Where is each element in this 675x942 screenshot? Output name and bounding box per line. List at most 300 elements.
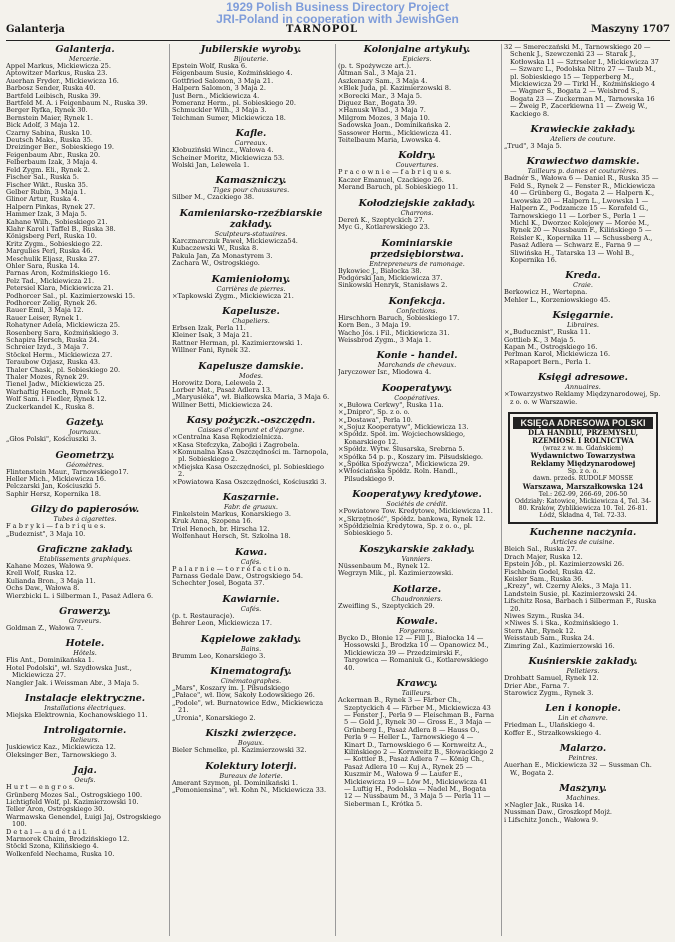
section-title: Koldry. bbox=[398, 150, 436, 162]
directory-section bbox=[504, 656, 662, 697]
directory-entry: Halpern Pinkas, Rynek 27. bbox=[6, 202, 96, 211]
directory-entry: (p. t. Restauracje). bbox=[172, 611, 235, 620]
directory-entry: ×Spółdzielnia Kredytowa, Sp. z o. o., pl. Sobieskiego 5. bbox=[338, 522, 472, 538]
directory-entry: Teller Aron, Ostrogskiego 30. bbox=[6, 805, 105, 814]
column-1 bbox=[6, 44, 164, 936]
column-2 bbox=[172, 44, 330, 936]
advertisement-box bbox=[508, 412, 658, 524]
column-separator bbox=[501, 44, 502, 936]
directory-entry: Berger Ryfka, Rynek 30. bbox=[6, 106, 88, 115]
directory-section bbox=[338, 383, 496, 483]
directory-entry: Gottfried Salomon, 3 Maja 21. bbox=[172, 76, 274, 85]
directory-entry: Wolfenhaut Hersch, St. Szkolna 18. bbox=[172, 532, 291, 541]
section-subtitle: Sociétés de crédit. bbox=[386, 500, 448, 509]
directory-entry: Hammer Izak, 3 Maja 5. bbox=[6, 210, 87, 219]
directory-entry: Nussman Daw., Groszkopf Mojż. bbox=[504, 808, 612, 817]
directory-entry: Podhorcer Zelig, Rynek 26. bbox=[6, 299, 97, 307]
section-title: Kapelusze. bbox=[222, 305, 280, 317]
section-title: Jubilerskie wyroby. bbox=[200, 44, 302, 55]
directory-entry: Bartfeld M. A. i Feigenbaum N., Ruska 39. bbox=[6, 99, 148, 108]
section-title: Kamieniołomy. bbox=[211, 273, 291, 285]
section-title: Kinematografy. bbox=[210, 666, 292, 678]
directory-entry: Petersiel Klara, Mickiewicza 21. bbox=[6, 284, 114, 293]
directory-entry: Feld Zygm. Eli., Rynek 2. bbox=[6, 165, 90, 174]
directory-entry: ×Centralna Kasa Rękodzielnicza. bbox=[172, 433, 284, 442]
directory-section bbox=[338, 296, 496, 345]
section-subtitle: Entrepreneurs de ramonage. bbox=[369, 259, 465, 268]
column-4-bottom bbox=[504, 527, 662, 824]
directory-entry: Kaczer Emanuel, Czackiego 26. bbox=[338, 175, 444, 184]
section-subtitle: Peintres. bbox=[568, 754, 598, 763]
directory-entry: Barbosz Sender, Ruska 40. bbox=[6, 84, 96, 93]
directory-entry: Krell Wolf, Ruska 12. bbox=[6, 569, 77, 578]
directory-entry: ×„Spółka Spożywcza", Mickiewicza 29. bbox=[338, 460, 470, 468]
directory-entry: ×Powiatowa Kasa Oszczędności, Kościuszki 3. bbox=[172, 477, 327, 486]
section-subtitle: Etablissements graphiques. bbox=[39, 554, 131, 563]
section-title: Kawa. bbox=[234, 546, 268, 558]
directory-entry: F a b r y k i — f a b r i q u e s. bbox=[6, 522, 106, 531]
section-subtitle: Fabr. de gruaux. bbox=[224, 503, 278, 511]
directory-section bbox=[504, 527, 662, 650]
directory-section bbox=[338, 678, 496, 808]
section-title: Kaszarnie. bbox=[222, 492, 280, 503]
directory-entry: Rosenberg Sara, Koźmińskiego 3. bbox=[6, 328, 119, 337]
directory-section bbox=[504, 124, 662, 150]
directory-section bbox=[6, 417, 164, 443]
directory-entry: Epstein Wolf, Ruska 6. bbox=[172, 62, 248, 70]
section-title: Kamaszniczy. bbox=[215, 175, 287, 187]
header-city: TARNOPOL bbox=[286, 24, 359, 35]
ad-line: Reklamy Międzynarodowej bbox=[530, 459, 636, 469]
directory-section bbox=[6, 638, 164, 687]
directory-entry: i Lifschitz Jonch., Wałowa 9. bbox=[504, 815, 599, 824]
directory-section bbox=[172, 666, 330, 722]
directory-entry: ×Miejska Kasa Oszczędności, pl. Sobieskiego 2. bbox=[172, 462, 324, 479]
section-subtitle: Journaux. bbox=[69, 428, 101, 437]
directory-entry: Aszkenazy Sam., 3 Maja 4. bbox=[338, 76, 428, 85]
directory-entry: P a l a r n i e — t o r r é f a c t i o n. bbox=[172, 564, 291, 573]
column-separator bbox=[169, 44, 170, 936]
directory-entry: Schechter Josel, Bogata 37. bbox=[172, 579, 265, 588]
directory-section bbox=[172, 306, 330, 355]
directory-section bbox=[504, 743, 662, 777]
directory-entry: Thaler Chask., pl. Sobieskiego 20. bbox=[6, 365, 121, 374]
section-subtitle: Pelletiers. bbox=[566, 667, 600, 676]
directory-entry: Juskiewicz Kaz., Mickiewicza 12. bbox=[6, 743, 116, 752]
directory-entry: ×„Skrzętność", Spółdz. bankowa, Rynek 12. bbox=[338, 514, 486, 523]
directory-entry: Dereń K., Szeptyckich 27. bbox=[338, 215, 425, 224]
directory-entry: Fischer Sal., Ruska 5. bbox=[6, 173, 79, 182]
section-title: Kuśnierskie zakłady. bbox=[528, 656, 638, 668]
directory-entry: Meschulik Eljasz, Ruska 27. bbox=[6, 254, 100, 263]
directory-section bbox=[504, 310, 662, 366]
directory-entry: Bartfeld Leibisch, Ruska 39. bbox=[6, 91, 101, 100]
directory-section bbox=[172, 547, 330, 588]
directory-entry: Deutsch Maks., Ruska 35. bbox=[6, 136, 93, 145]
section-subtitle: Confections. bbox=[396, 306, 438, 315]
section-subtitle: Vanniers. bbox=[401, 554, 433, 563]
section-subtitle: Marchands de chevaux. bbox=[377, 361, 457, 370]
section-title: Kąpielowe zakłady. bbox=[200, 633, 302, 645]
directory-entry: „Pałace", wł. Ilow, Sakoły Łodowskiego 26. bbox=[172, 691, 315, 700]
section-subtitle: Graveurs. bbox=[68, 616, 102, 625]
directory-entry: Milgrom Mozes, 3 Maja 10. bbox=[338, 113, 430, 122]
directory-entry: Kruk Anna, Szopena 16. bbox=[172, 517, 253, 526]
directory-entry: Feigenbaum Abr., Ruska 20. bbox=[6, 150, 101, 159]
directory-entry: Podhorcer Sal., pl. Kazimierzowski 15. bbox=[6, 291, 135, 300]
directory-section bbox=[504, 783, 662, 824]
directory-entry: Parnass Gedale Daw., Ostrogskiego 54. bbox=[172, 572, 304, 581]
directory-entry: Drohbatt Samuel, Rynek 12. bbox=[504, 674, 599, 683]
section-subtitle: Boyaux. bbox=[237, 739, 265, 748]
directory-entry: Epstein Jób., pl. Kazimierzowski 26. bbox=[504, 560, 625, 569]
section-subtitle: Charrons. bbox=[400, 208, 434, 217]
directory-entry: Marmorek Chaim, Brodzińskiego 12. bbox=[6, 835, 130, 844]
ad-line: dawn. przeds. RUDOLF MOSSE bbox=[532, 475, 634, 483]
directory-section bbox=[338, 238, 496, 290]
directory-entry: ×„Buducznist", Ruska 11. bbox=[504, 328, 591, 337]
section-subtitle: Cinématographes. bbox=[220, 677, 282, 686]
directory-section bbox=[172, 274, 330, 300]
watermark bbox=[0, 1, 675, 25]
directory-entry: ×Nagler Jak., Ruska 14. bbox=[504, 800, 585, 809]
directory-entry: Rattner Herman, pl. Kazimierzowski 1. bbox=[172, 338, 303, 347]
directory-section bbox=[172, 415, 330, 486]
directory-entry: Saphir Hersz, Kopernika 18. bbox=[6, 489, 101, 498]
section-title: Grawerzy. bbox=[59, 605, 111, 617]
directory-entry: Kapan M., Ostrogskiego 16. bbox=[504, 342, 598, 351]
directory-section bbox=[504, 372, 662, 406]
directory-entry: Koffer E., Strzałkowskiego 4. bbox=[504, 728, 602, 737]
section-title: Kapelusze damskie. bbox=[198, 360, 304, 372]
directory-entry: ×Komunalna Kasa Oszczędności m. Tarnopola, pl. Sobieskiego 2. bbox=[172, 447, 329, 464]
section-title: Hotele. bbox=[65, 638, 105, 650]
directory-entry: Warmawska Genendel, Łuigi Jaj, Ostrogskiego 100. bbox=[6, 812, 161, 829]
directory-entry: Czarny Sabina, Ruska 10. bbox=[6, 128, 92, 137]
section-subtitle: Tiges pour chaussures. bbox=[212, 186, 290, 195]
section-subtitle: Libraires. bbox=[567, 321, 599, 330]
directory-entry: Lichtigfeld Wolf, pl. Kazimierzowski 10. bbox=[6, 798, 139, 807]
directory-entry: Felberbaum Izak, 3 Maja 4. bbox=[6, 158, 98, 167]
column-4 bbox=[504, 44, 662, 936]
directory-entry: Oleksinger Ber., Tarnowskiego 3. bbox=[6, 750, 117, 759]
directory-entry: Fischbein Godel, Ruska 42. bbox=[504, 567, 596, 576]
section-subtitle: Tailleurs. bbox=[401, 689, 433, 698]
directory-entry: ×Hanusk Wład., 3 Maja 7. bbox=[338, 106, 426, 115]
directory-entry: Willner Betti, Mickiewicza 24. bbox=[172, 400, 273, 409]
directory-entry: Schreier Izyd., 3 Maja 7. bbox=[6, 343, 89, 352]
directory-entry: Hirschhorn Baruch, Sobieskiego 17. bbox=[338, 313, 460, 322]
directory-entry: Stöckl Szona, Kilińskiego 4. bbox=[6, 842, 99, 851]
directory-section bbox=[338, 544, 496, 578]
directory-section bbox=[6, 44, 164, 411]
directory-entry: Bieler Schmelke, pl. Kazimierzowski 32. bbox=[172, 746, 307, 755]
column-3 bbox=[338, 44, 496, 936]
directory-entry: Keisler Sam., Ruska 36. bbox=[504, 575, 584, 584]
directory-entry: Warhaftig Henoch, Rynek 5. bbox=[6, 387, 101, 396]
directory-entry: Podgórski Jan, Mickiewicza 37. bbox=[338, 273, 443, 282]
directory-entry: Teraubow Ozjasz, Ruska 43. bbox=[6, 358, 101, 367]
directory-section bbox=[338, 616, 496, 672]
section-title: Kuchenne naczynia. bbox=[529, 527, 637, 539]
directory-entry: Merand Baruch, pl. Sobieskiego 11. bbox=[338, 183, 459, 192]
directory-entry: Stern Abr., Rynek 12. bbox=[504, 626, 576, 635]
directory-entry: Brumm Leo, Konarskiego 3. bbox=[172, 651, 266, 660]
directory-entry: ×Spółdz. Wytw. Ślusarska, Srebrna 5. bbox=[338, 445, 465, 454]
directory-entry: Weisstaub Sam., Ruska 24. bbox=[504, 634, 595, 643]
directory-entry: Zweifling S., Szeptyckich 29. bbox=[338, 601, 435, 610]
directory-entry: Hotel Podolski", wł. Szydłowska Just., Mickiewicza 27. bbox=[6, 663, 132, 680]
section-title: Kolonjalne artykuły. bbox=[363, 44, 471, 55]
directory-section bbox=[172, 761, 330, 795]
section-subtitle: Machines. bbox=[566, 793, 600, 802]
directory-entry: Drach Majer, Ruska 12. bbox=[504, 552, 583, 561]
directory-entry: Badnér S., Wałowa 6 — Daniel R., Ruska 35 — Feld S., Rynek 2 — Fenster R., Mickiewicza 40 — Grünberg G., Bogata 2 — Halpern K., Lwowska 20 — Halpern L., Lwowska 1 — Halpern Z., Podzamcze 15 — Korafeld G., Tarnowskiego 11 — Lorber S., Perla 1 — Michl K., Dworzec Kolejowy — Morée M., Rynek 20 — Nussbaum F., Kilińskiego 5 — Reisler K., Kopernika 11 — Schussberg A., Pasaż Adlera — Schwarz E., Farna 9 — Sliwińska H., Tatarska 13 — Wohl B., Kopernika 16. bbox=[504, 174, 659, 264]
section-title: Kamieniarsko-rzeźbiarskie zakłady. bbox=[179, 207, 323, 230]
directory-entry: Nüssenbaum M., Rynek 12. bbox=[338, 561, 431, 570]
section-subtitle: Articles de cuisine. bbox=[551, 538, 615, 547]
directory-entry: Friedman L., Ulańskiego 4. bbox=[504, 721, 595, 730]
section-title: Instalacje elektryczne. bbox=[24, 693, 146, 704]
directory-entry: Starowicz Zygm., Rynek 3. bbox=[504, 688, 594, 697]
section-title: Kooperatywy. bbox=[381, 382, 453, 394]
directory-entry: Fischer Wikt., Ruska 35. bbox=[6, 180, 88, 189]
directory-entry: Teitelbaum Maria, Lwowska 4. bbox=[338, 136, 441, 145]
section-title: Kooperatywy kredytowe. bbox=[352, 489, 482, 501]
section-title: Krawcy. bbox=[396, 678, 438, 690]
directory-entry: H u r t — e n g r o s. bbox=[6, 783, 75, 792]
directory-section bbox=[6, 504, 164, 538]
directory-entry: Schapira Hersch, Ruska 24. bbox=[6, 336, 100, 345]
directory-entry: Auerhan E., Mickiewicza 32 — Sussman Ch. W., Bogata 2. bbox=[504, 761, 652, 777]
directory-entry: Tienel Jadw., Mickiewicza 25. bbox=[6, 380, 105, 389]
directory-section bbox=[172, 128, 330, 169]
section-subtitle: Carrières de pierres. bbox=[216, 284, 286, 293]
directory-entry: Kleiner Isak, 3 Maja 21. bbox=[172, 331, 253, 340]
directory-entry: P r a c o w n i e — f a b r i q u e s. bbox=[338, 168, 452, 177]
watermark-line-1: 1929 Polish Business Directory Project bbox=[226, 0, 449, 14]
directory-section bbox=[6, 765, 164, 858]
directory-section bbox=[338, 584, 496, 610]
directory-entry: ×Blek Juda, pl. Kazimierzowski 8. bbox=[338, 84, 452, 93]
section-title: Jaja. bbox=[73, 765, 97, 777]
directory-entry: Berkowicz H., Wertepna. bbox=[504, 288, 588, 297]
directory-entry: Bleich Sal., Ruska 27. bbox=[504, 545, 577, 554]
section-title: Geometrzy. bbox=[55, 449, 115, 461]
ad-line: Oddziały: Katowice, Mickiewicza 4, Tel. 34-80. Kraków, Zyblikiewicza 10. Tel. 26-81. Łódź, Składna 4, Tel. 72-33. bbox=[514, 497, 652, 520]
directory-entry: Landstein Susie, pl. Kazimierzowski 24. bbox=[504, 589, 638, 598]
section-title: Księgarnie. bbox=[552, 310, 614, 322]
section-subtitle: Annuaires. bbox=[565, 383, 601, 392]
column-separator bbox=[335, 44, 336, 936]
section-title: Krawiectwo damskie. bbox=[526, 156, 640, 168]
directory-entry: ×„Bułowa Cerkwy", Ruska 11a. bbox=[338, 400, 444, 409]
directory-section bbox=[6, 450, 164, 499]
section-title: Konfekcja. bbox=[388, 295, 446, 307]
directory-entry: Rauer Emil, 3 Maja 12. bbox=[6, 306, 84, 315]
directory-entry: Bycko D., Błonie 12 — Fill J., Białocka 14 — Hossowski J., Brodzka 10 — Opanowicz M., Mickiewicza 39 — Przedzimirski F., Targowica — Romaniuk G., Kotlarewskiego 40. bbox=[338, 634, 489, 672]
ad-line: Wydawnictwo Towarzystwa bbox=[530, 451, 636, 461]
section-title: Maszyny. bbox=[559, 782, 607, 794]
header-left: Galanterja bbox=[6, 24, 65, 35]
directory-entry: Gottlieb K., 3 Maja 5. bbox=[504, 335, 576, 344]
directory-section bbox=[6, 544, 164, 600]
directory-entry: Wierzbicki L. i Silberman I., Pasaż Adlera 6. bbox=[6, 591, 154, 600]
section-subtitle: Forgerons. bbox=[399, 627, 435, 636]
directory-section bbox=[504, 703, 662, 737]
directory-entry: Flis Ant., Dominikańska 1. bbox=[6, 656, 95, 665]
directory-entry: Niwes Szym., Ruska 34. bbox=[504, 612, 585, 621]
directory-entry: 32 — Smereczański M., Tarnowskiego 20 — Schenk J., Szewczenki 23 — Starak J., Kotłowska 11 — Sztrseler I., Mickiewicza 37 — Szwarc L., Podolska Nitro 27 — Taub M., pl. Sobieskiego 15 — Tepperberg M., Mickiewicza 29 — Tirkl H., Koźmińskiego 4 — Wagner S., Bogata 2 — Weisbrod S., Bogata 23 — Zuckerman M., Tarnowska 16 — Zweig P., Zacerkiewna 11 — Zweig W., Kackiego 8. bbox=[504, 44, 659, 118]
section-title: Gilzy do papierosów. bbox=[30, 504, 140, 516]
directory-section bbox=[172, 44, 330, 122]
ad-line: DLA HANDLU, PRZEMYSŁU, bbox=[527, 428, 639, 437]
section-title: Graficzne zakłady. bbox=[37, 543, 133, 555]
directory-section bbox=[504, 270, 662, 304]
directory-entry: Pakula Jan, Za Monastyrem 3. bbox=[172, 251, 273, 260]
section-subtitle: Caisses d'emprunt et d'épargne. bbox=[197, 426, 305, 435]
header-right: Maszyny 1707 bbox=[590, 24, 670, 35]
section-subtitle: Cafés. bbox=[240, 604, 262, 613]
directory-section bbox=[172, 361, 330, 410]
directory-section bbox=[338, 150, 496, 191]
directory-entry: Stöckel Herm., Mickiewicza 27. bbox=[6, 350, 113, 359]
directory-entry: „Trud", 3 Maja 5. bbox=[504, 142, 562, 151]
directory-entry: Nangler Jak. i Weissman Abr., 3 Maja 5. bbox=[6, 678, 139, 687]
section-title: Kolektury loterji. bbox=[205, 760, 297, 772]
section-title: Malarzo. bbox=[559, 743, 607, 755]
directory-entry: Gelber Rubin, 3 Maja 1. bbox=[6, 187, 86, 196]
directory-entry: Karczmarczuk Paweł, Mickiewicza54. bbox=[172, 236, 298, 245]
directory-entry: Bick Adolf, 3 Maja 12. bbox=[6, 121, 80, 130]
section-title: Kominiarskie przedsiębiorstwa. bbox=[370, 237, 464, 260]
section-title: Konie - handel. bbox=[376, 350, 458, 362]
directory-entry: Silber M., Czackiego 38. bbox=[172, 193, 255, 202]
section-title: Kotlarze. bbox=[392, 583, 442, 595]
directory-entry: Rauer Leiser, Rynek 1. bbox=[6, 313, 82, 322]
section-title: Kasy pożyczk.-oszczędn. bbox=[186, 415, 316, 427]
ad-line: Sp. z o. o. bbox=[567, 468, 599, 476]
section-title: Kreda. bbox=[565, 270, 601, 282]
directory-section bbox=[172, 175, 330, 201]
section-subtitle: Bains. bbox=[240, 644, 262, 653]
directory-section bbox=[504, 156, 662, 264]
directory-entry: Just Bern., Mickiewicza 4. bbox=[172, 91, 260, 100]
directory-entry: Sinkowski Henryk, Stanisławs 2. bbox=[338, 281, 448, 290]
section-title: Len i konopie. bbox=[545, 703, 621, 715]
directory-section bbox=[172, 492, 330, 541]
section-subtitle: Installations électriques. bbox=[44, 704, 126, 712]
directory-entry: Appel Markus, Mickiewicza 25. bbox=[6, 62, 111, 70]
directory-entry: Wegrzyn Mik., pl. Kazimierzowski. bbox=[338, 569, 454, 578]
section-subtitle: Mercerie. bbox=[68, 55, 102, 63]
directory-entry: Behrer Leon, Mickiewicza 17. bbox=[172, 619, 272, 628]
directory-entry: Schmuckler Wilh., 3 Maja 3. bbox=[172, 106, 267, 115]
directory-entry: ×„Sojuz Kooperatyw", Mickiewicza 13. bbox=[338, 422, 469, 431]
section-subtitle: Tailleurs p. dames et couturières. bbox=[527, 167, 639, 176]
directory-entry: „Uronia", Konarskiego 2. bbox=[172, 713, 256, 722]
directory-entry: Margulies Perl, Ruska 46. bbox=[6, 247, 93, 256]
directory-entry: Willner Fani, Rynek 32. bbox=[172, 346, 251, 355]
section-subtitle: Ateliers de couture. bbox=[550, 135, 616, 144]
directory-entry: Wacho Jós. i Fil., Mickiewicza 31. bbox=[338, 328, 450, 337]
section-subtitle: Couvertures. bbox=[395, 161, 439, 170]
directory-entry: Pelczarski Jan, Kościuszki 5. bbox=[6, 482, 101, 491]
directory-section bbox=[338, 489, 496, 538]
directory-entry: Grünberg Mozes Sal., Ostrogskiego 100. bbox=[6, 790, 143, 799]
section-title: Galanterja. bbox=[55, 44, 115, 55]
section-title: Księgi adresowe. bbox=[538, 372, 628, 384]
directory-entry: ×„Dostawa", Perla 10. bbox=[338, 415, 413, 424]
directory-entry: Pomeranz Herm., pl. Sobieskiego 20. bbox=[172, 99, 296, 108]
directory-entry: Scheiner Moritz, Mickiewicza 53. bbox=[172, 153, 285, 162]
directory-entry: „Mars", Koszary im. J. Piłsudskiego bbox=[172, 684, 290, 693]
directory-entry: Amerant Szymon, pl. Dominikański 1. bbox=[172, 778, 298, 787]
directory-section bbox=[6, 693, 164, 719]
directory-entry: ×„Dnipro", Sp. z o. o. bbox=[338, 408, 410, 417]
directory-entry: Sassower Herm., Mickiewicza 41. bbox=[338, 128, 452, 137]
section-title: Kiszki zwierzęce. bbox=[205, 728, 297, 740]
directory-entry: Ohler Sara, Ruska 14. bbox=[6, 261, 80, 270]
column-4-top bbox=[504, 44, 662, 406]
directory-entry: Kubaczewski W., Ruska 8. bbox=[172, 244, 259, 253]
watermark-line-2: JRI-Poland in cooperation with JewishGen bbox=[216, 12, 459, 26]
directory-entry: Iłykowiec J., Białocka 38. bbox=[338, 266, 422, 275]
section-subtitle: Epiciers. bbox=[402, 55, 432, 63]
directory-entry: Kritz Zygm., Sobieskiego 22. bbox=[6, 239, 103, 248]
directory-entry: Wolkenfeld Nechama, Ruska 10. bbox=[6, 849, 115, 858]
directory-entry: Wolf Sam. i Fiedler, Rynek 12. bbox=[6, 395, 107, 404]
section-subtitle: Hôtels. bbox=[73, 649, 97, 658]
directory-entry: Kahane Wilh., Sobieskiego 21. bbox=[6, 217, 108, 226]
section-subtitle: Géomètres. bbox=[66, 460, 104, 469]
directory-entry: Zimring Zal., Kazimierzowski 16. bbox=[504, 641, 615, 650]
directory-entry: D e t a l — a u d é t a i l. bbox=[6, 827, 87, 836]
directory-entry: Zachara W., Ostrogskiego. bbox=[172, 259, 260, 268]
directory-entry: ×Rapaport Bern., Perla 1. bbox=[504, 357, 591, 366]
section-title: Kawiarnie. bbox=[222, 593, 280, 605]
directory-entry: (p. t. Spożywcze art.). bbox=[338, 62, 412, 70]
directory-entry: Miejska Elektrownia, Kochanowskiego 11. bbox=[6, 711, 148, 719]
section-subtitle: Lin et chanvre. bbox=[558, 714, 608, 723]
ad-title: KSIĘGA ADRESOWA POLSKI bbox=[513, 417, 653, 429]
directory-entry: Jaryczower Isr., Miodowa 4. bbox=[338, 368, 432, 377]
directory-section bbox=[172, 208, 330, 268]
directory-entry: Lorber Mat., Pasaż Adlera 13. bbox=[172, 385, 273, 394]
section-title: Kołodziejskie zakłady. bbox=[358, 197, 476, 209]
header-rule bbox=[6, 40, 670, 41]
directory-entry: Klahr Karol i Taffel B., Ruska 38. bbox=[6, 224, 116, 233]
directory-entry: Horowitz Dora, Lelewela 2. bbox=[172, 378, 264, 387]
directory-entry: Perlman Karol, Mickiewicza 16. bbox=[504, 350, 611, 359]
directory-entry: ×Spółdz. Społ. im. Wojciechowskiego, Konarskiego 12. bbox=[338, 430, 466, 446]
directory-entry: Finkelstein Markus, Konarskiego 3. bbox=[172, 510, 291, 518]
directory-entry: Kulianda Bron., 3 Maja 11. bbox=[6, 576, 96, 585]
directory-section bbox=[6, 725, 164, 759]
ad-line: RZEMIOSŁ I ROLNICTWA bbox=[532, 436, 634, 445]
section-subtitle: Craie. bbox=[573, 281, 593, 290]
directory-entry: Aptowitzer Markus, Ruska 23. bbox=[6, 69, 108, 78]
directory-entry: Diguez Bar., Bogata 39. bbox=[338, 99, 417, 108]
section-subtitle: Chaudronniers. bbox=[391, 594, 443, 603]
directory-entry: Altman Sal., 3 Maja 21. bbox=[338, 69, 417, 78]
directory-section bbox=[6, 606, 164, 632]
directory-entry: Myc G., Kotlarewskiego 23. bbox=[338, 223, 430, 232]
directory-entry: ×Spółka 54 p. p., Koszary im. Piłsudskiego. bbox=[338, 452, 483, 461]
directory-entry: Wolski Jan, Lelewela 1. bbox=[172, 161, 250, 170]
directory-entry: Rohatyner Adela, Mickiewicza 25. bbox=[6, 321, 120, 330]
directory-entry: Heller Mich., Mickiewicza 16. bbox=[6, 474, 107, 483]
